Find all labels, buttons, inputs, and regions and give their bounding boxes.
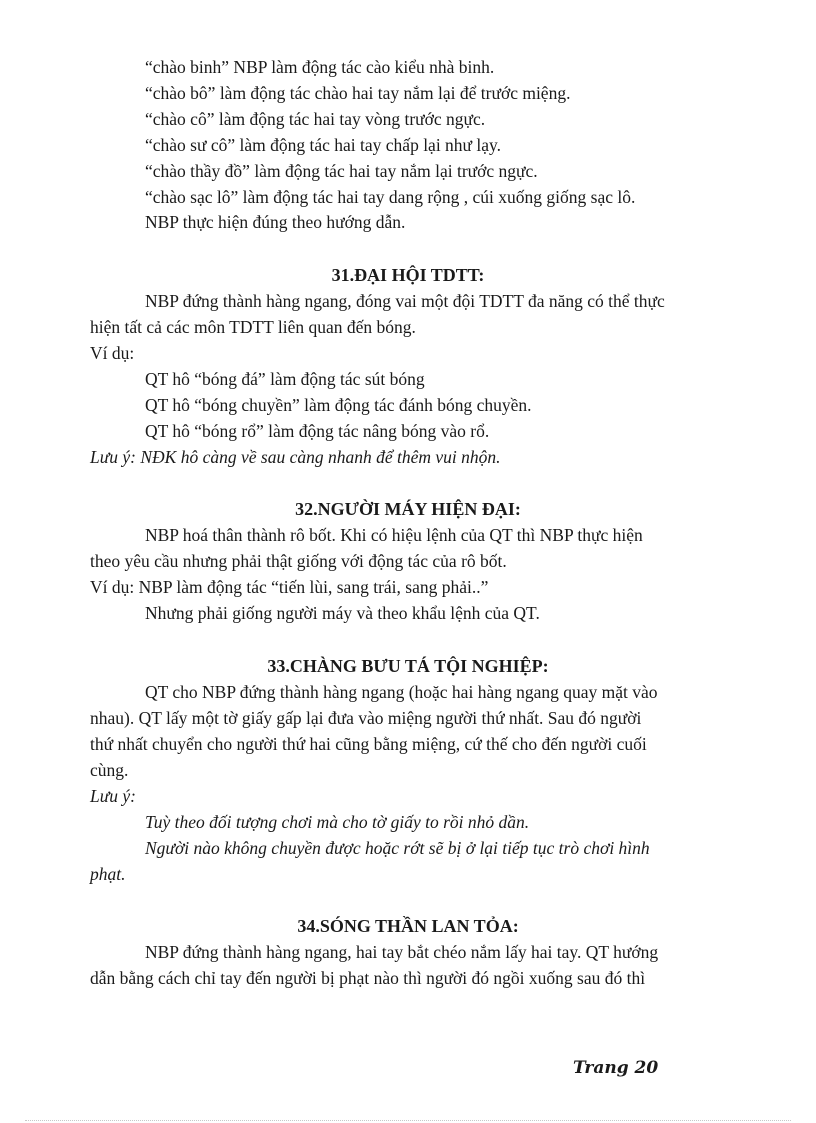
section-heading: 32.NGƯỜI MÁY HIỆN ĐẠI: [295, 499, 521, 519]
section-heading: 31.ĐẠI HỘI TDTT: [331, 265, 485, 285]
text-line: QT hô “bóng đá” làm động tác sút bóng [145, 369, 425, 389]
text-line: theo yêu cầu nhưng phải thật giống với động tác của rô bốt. [90, 551, 507, 571]
text-line: “chào cô” làm động tác hai tay vòng trước ngực. [145, 109, 486, 129]
text-line: “chào bô” làm động tác chào hai tay nắm lại để trước miệng. [145, 83, 571, 103]
text-line: thứ nhất chuyển cho người thứ hai cũng bằng miệng, cứ thế cho đến người cuối [90, 734, 647, 754]
text-line: nhau). QT lấy một tờ giấy gấp lại đưa vào miệng người thứ nhất. Sau đó người [90, 708, 642, 728]
text-line: “chào thầy đồ” làm động tác hai tay nắm lại trước ngực. [145, 161, 538, 181]
footer-divider [25, 1120, 791, 1121]
text-line: QT cho NBP đứng thành hàng ngang (hoặc hai hàng ngang quay mặt vào [145, 682, 658, 702]
page-number: Trang 20 [573, 1058, 659, 1078]
text-line: NBP đứng thành hàng ngang, đóng vai một đội TDTT đa năng có thể thực [145, 291, 665, 311]
note-line: Lưu ý: NĐK hô càng về sau càng nhanh để thêm vui nhộn. [90, 447, 501, 467]
text-line: QT hô “bóng rổ” làm động tác nâng bóng vào rổ. [145, 421, 490, 441]
text-line: Ví dụ: NBP làm động tác “tiến lùi, sang trái, sang phải..” [90, 577, 489, 597]
note-line: Tuỳ theo đối tượng chơi mà cho tờ giấy to rồi nhỏ dần. [145, 812, 530, 832]
note-line: phạt. [90, 864, 126, 884]
text-line: dẫn bằng cách chỉ tay đến người bị phạt nào thì người đó ngồi xuống sau đó thì [90, 968, 646, 988]
text-line: NBP hoá thân thành rô bốt. Khi có hiệu lệnh của QT thì NBP thực hiện [145, 525, 643, 545]
text-line: “chào sư cô” làm động tác hai tay chấp lại như lạy. [145, 135, 502, 155]
text-line: Ví dụ: [90, 343, 135, 363]
text-line: cùng. [90, 760, 129, 780]
section-heading: 34.SÓNG THẦN LAN TỎA: [297, 916, 519, 936]
text-line: “chào binh” NBP làm động tác cào kiểu nhà binh. [145, 57, 495, 77]
section-heading: 33.CHÀNG BƯU TÁ TỘI NGHIỆP: [267, 656, 549, 676]
text-line: NBP đứng thành hàng ngang, hai tay bắt chéo nắm lấy hai tay. QT hướng [145, 942, 659, 962]
text-line: Nhưng phải giống người máy và theo khẩu lệnh của QT. [145, 603, 540, 623]
text-line: “chào sạc lô” làm động tác hai tay dang rộng , cúi xuống giống sạc lô. [145, 187, 636, 207]
text-line: NBP thực hiện đúng theo hướng dẫn. [145, 212, 406, 232]
text-line: hiện tất cả các môn TDTT liên quan đến bóng. [90, 317, 416, 337]
note-line: Người nào không chuyền được hoặc rớt sẽ bị ở lại tiếp tục trò chơi hình [145, 838, 650, 858]
note-label: Lưu ý: [90, 786, 136, 806]
text-line: QT hô “bóng chuyền” làm động tác đánh bóng chuyền. [145, 395, 532, 415]
